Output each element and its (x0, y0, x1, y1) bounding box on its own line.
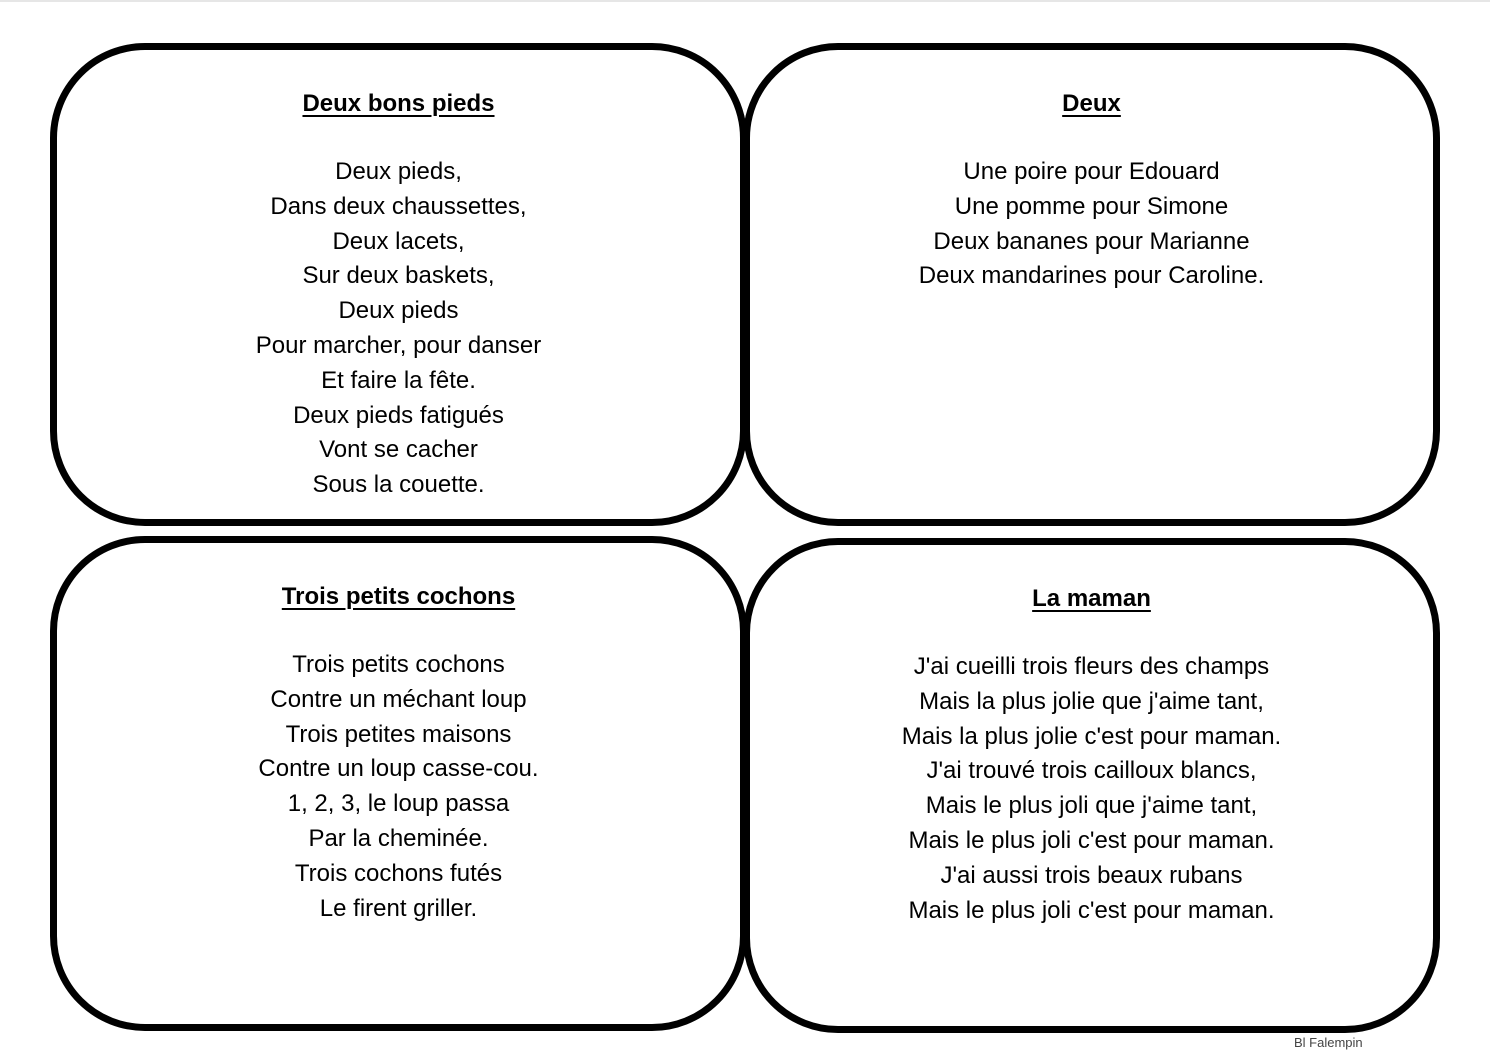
poem-lines (750, 155, 1433, 294)
poem-line: Trois cochons futés (294, 859, 503, 887)
poem-line: Mais le plus joli que j'aime tant, (925, 792, 1258, 820)
poem-line: Deux bananes pour Marianne (933, 227, 1250, 255)
poem-line: Trois petites maisons (285, 720, 512, 748)
poem-line: Deux pieds, (335, 158, 462, 185)
poem-line: Sur deux baskets, (302, 262, 495, 290)
poem-line: Deux pieds fatigués (293, 401, 504, 429)
author-credit: Bl Falempin (1294, 1035, 1363, 1050)
poem-line: Vont se cacher (319, 436, 478, 464)
poem-line: J'ai aussi trois beaux rubans (940, 861, 1243, 889)
poem-card-trois-petits-cochons (50, 536, 747, 1031)
poem-line: Mais le plus joli c'est pour maman. (908, 896, 1275, 924)
poem-line: Trois petits cochons (292, 651, 505, 678)
poem-line: Le firent griller. (319, 894, 478, 922)
poem-line: Deux lacets, (332, 227, 465, 255)
poem-card-la-maman (743, 538, 1440, 1033)
poem-title: Deux bons pieds (302, 90, 495, 117)
poem-title: La maman (1032, 585, 1151, 612)
poem-lines (57, 648, 740, 926)
poem-card-deux (743, 43, 1440, 526)
poem-line: J'ai trouvé trois cailloux blancs, (926, 757, 1257, 785)
poem-line: Deux pieds (338, 297, 459, 325)
poem-line: Sous la couette. (312, 471, 485, 499)
poem-card-deux-bons-pieds (50, 43, 747, 526)
poem-line: Une pomme pour Simone (954, 192, 1229, 220)
poem-line: Mais le plus joli c'est pour maman. (908, 826, 1275, 854)
poem-line: Pour marcher, pour danser (255, 331, 542, 359)
poem-line: Une poire pour Edouard (963, 158, 1220, 185)
poem-title: Deux (1062, 90, 1121, 117)
poem-line: J'ai cueilli trois fleurs des champs (913, 653, 1270, 680)
poem-line: Mais la plus jolie que j'aime tant, (919, 687, 1264, 715)
poem-line: Et faire la fête. (321, 366, 476, 394)
poem-lines (750, 650, 1433, 928)
poem-line: Contre un méchant loup (270, 685, 527, 713)
poem-lines (57, 155, 740, 503)
poem-title: Trois petits cochons (281, 583, 516, 610)
page-top-rule (0, 0, 1490, 2)
poem-line: 1, 2, 3, le loup passa (287, 790, 510, 818)
poem-line: Deux mandarines pour Caroline. (918, 262, 1265, 290)
poem-line: Mais la plus jolie c'est pour maman. (901, 722, 1282, 750)
poem-line: Par la cheminée. (308, 824, 489, 852)
poem-line: Contre un loup casse-cou. (258, 755, 539, 783)
poem-line: Dans deux chaussettes, (270, 192, 527, 220)
